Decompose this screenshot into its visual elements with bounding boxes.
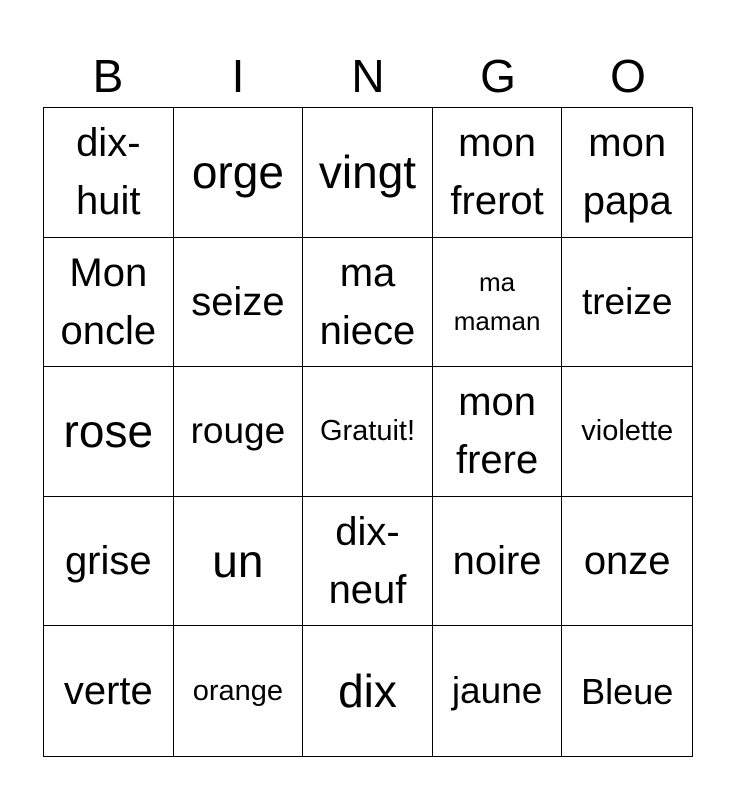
bingo-cell [562, 626, 692, 756]
cell-text: vingt [318, 145, 417, 198]
cell-text: dix [338, 664, 397, 717]
header-letter-b: B [92, 50, 124, 102]
bingo-header [43, 48, 693, 104]
bingo-cell [433, 626, 563, 756]
cell-text: treize [581, 280, 673, 322]
cell-text: rose [63, 404, 154, 457]
bingo-cell [303, 238, 433, 368]
bingo-cell [44, 367, 174, 497]
bingo-cell [562, 367, 692, 497]
cell-text: dix- neuf [328, 510, 407, 613]
bingo-cell [433, 497, 563, 627]
bingo-cell [44, 497, 174, 627]
cell-text: ma maman [453, 266, 541, 336]
bingo-cell [174, 238, 304, 368]
bingo-cell [562, 238, 692, 368]
header-letter-i: I [231, 50, 245, 102]
bingo-cell [174, 367, 304, 497]
bingo-cell [303, 626, 433, 756]
cell-text: dix- huit [76, 121, 141, 224]
cell-text: rouge [190, 410, 286, 452]
cell-text: mon papa [582, 121, 672, 224]
bingo-cell [303, 497, 433, 627]
bingo-cell [174, 497, 304, 627]
cell-text: Bleue [581, 670, 674, 712]
cell-text: jaune [451, 670, 543, 711]
header-letter-o: O [610, 50, 646, 102]
bingo-cell [44, 238, 174, 368]
cell-text: un [212, 534, 264, 587]
cell-text: violette [581, 415, 674, 448]
cell-text: verte [63, 669, 153, 714]
free-space-cell [303, 367, 433, 497]
cell-text: mon frere [455, 380, 539, 483]
cell-text: ma niece [319, 250, 416, 353]
bingo-cell [562, 108, 692, 238]
bingo-cell [44, 108, 174, 238]
cell-text: seize [191, 279, 285, 324]
cell-text: noire [452, 539, 542, 584]
header-letter-n: N [351, 50, 385, 102]
cell-text: onze [583, 539, 671, 584]
bingo-cell [44, 626, 174, 756]
bingo-board [43, 107, 693, 757]
bingo-cell [433, 367, 563, 497]
cell-text: orge [191, 145, 284, 198]
bingo-cell [174, 626, 304, 756]
bingo-cell [303, 108, 433, 238]
bingo-cell [433, 108, 563, 238]
cell-text: Mon oncle [60, 250, 157, 353]
bingo-cell [433, 238, 563, 368]
bingo-cell [174, 108, 304, 238]
cell-text: orange [192, 674, 284, 707]
bingo-cell [562, 497, 692, 627]
cell-text: grise [64, 539, 152, 584]
cell-text: mon frerot [450, 121, 544, 224]
free-space-text: Gratuit! [319, 415, 416, 448]
header-letter-g: G [480, 50, 516, 102]
